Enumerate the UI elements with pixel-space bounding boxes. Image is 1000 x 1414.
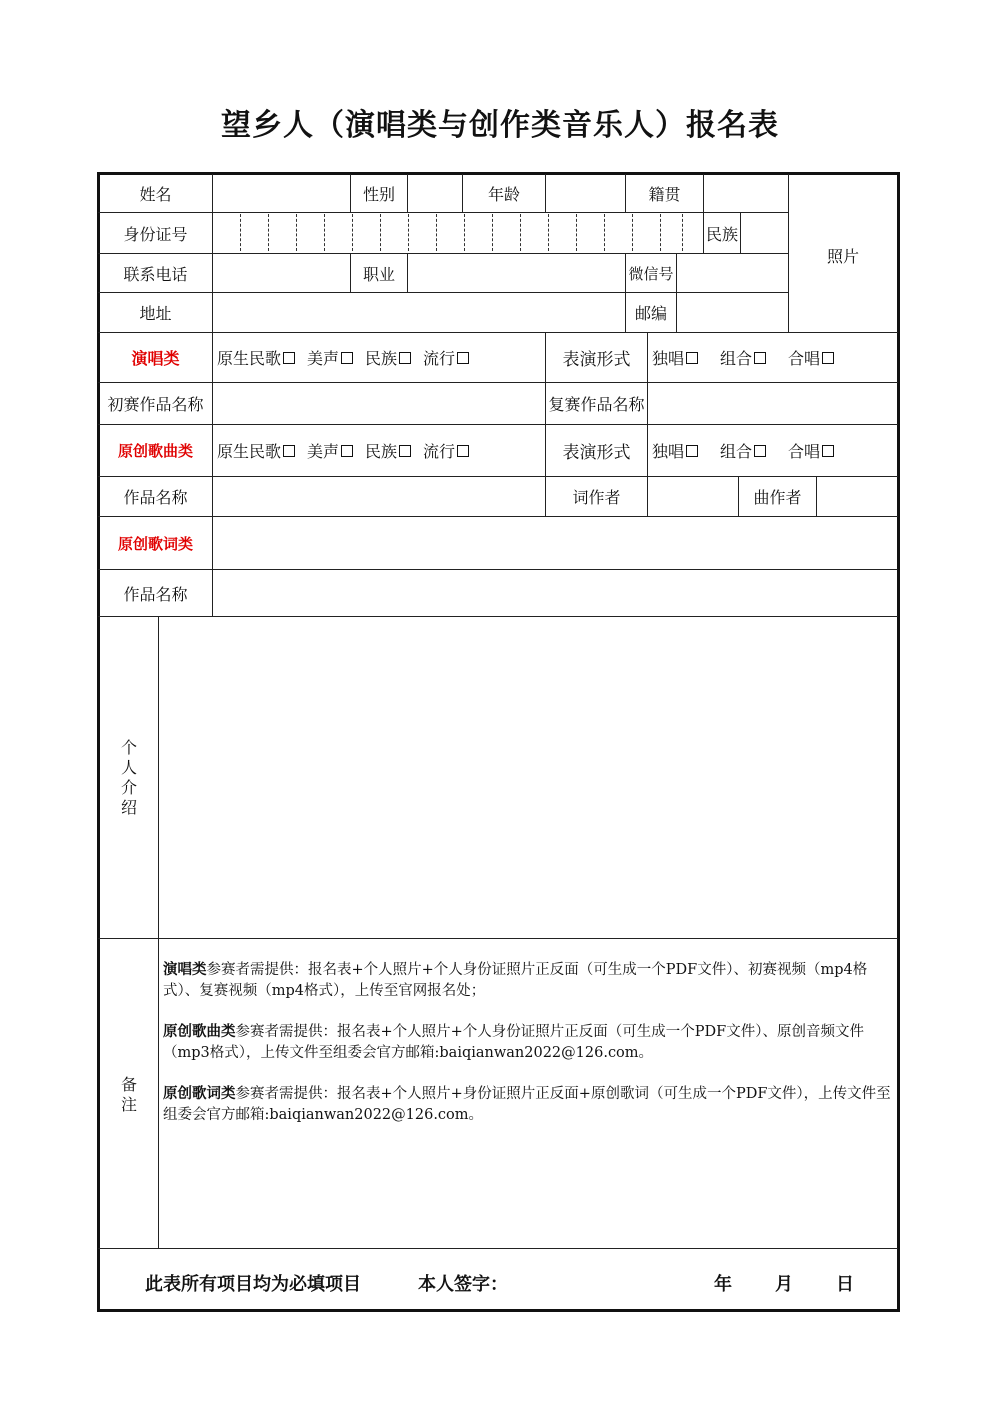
id-number-input[interactable]	[213, 213, 703, 253]
remark-item	[163, 960, 893, 1002]
option-label: 民族	[365, 442, 398, 461]
lyricist-input[interactable]	[648, 477, 738, 516]
age-input[interactable]	[546, 174, 625, 212]
remark-text: 参赛者需提供：报名表+个人照片+个人身份证照片正反面（可生成一个PDF文件）、初赛视频（mp4格式）、复赛视频（mp4格式），上传至官网报名处；	[163, 962, 868, 999]
month-label: 月	[775, 1274, 793, 1295]
song-form-chorus-option[interactable]	[788, 439, 834, 462]
gender-label: 性别	[362, 184, 395, 204]
checkbox[interactable]	[457, 352, 469, 364]
wechat-input[interactable]	[677, 254, 788, 292]
wechat-label: 微信号	[628, 264, 674, 283]
checkbox[interactable]	[283, 352, 295, 364]
song-style-pop-option[interactable]	[423, 439, 469, 462]
option-label: 合唱	[788, 349, 821, 368]
option-label: 流行	[423, 349, 456, 368]
gender-input[interactable]	[408, 174, 462, 212]
checkbox[interactable]	[399, 445, 411, 457]
remark-item	[163, 1022, 893, 1064]
lyricist-label: 词作者	[572, 488, 621, 507]
personal-intro-label	[119, 738, 139, 818]
singing-form-solo-option[interactable]	[652, 346, 698, 369]
grid-line	[158, 616, 159, 1248]
vertical-label-text: 个人介绍	[120, 738, 137, 817]
native-place-label: 籍贯	[648, 184, 681, 204]
lyric-work-name-input[interactable]	[213, 570, 897, 616]
checkbox[interactable]	[754, 445, 766, 457]
checkbox[interactable]	[399, 352, 411, 364]
singing-performance-form-label: 表演形式	[562, 350, 631, 370]
option-label: 美声	[307, 442, 340, 461]
option-label: 原生民歌	[217, 349, 282, 368]
day-label: 日	[836, 1274, 854, 1295]
singing-style-pop-option[interactable]	[423, 346, 469, 369]
song-work-name-input[interactable]	[213, 477, 545, 516]
option-label: 流行	[423, 442, 456, 461]
checkbox[interactable]	[686, 445, 698, 457]
occupation-label: 职业	[362, 264, 395, 284]
option-label: 独唱	[652, 349, 685, 368]
address-input[interactable]	[213, 293, 625, 332]
remark-category: 原创歌词类	[163, 1086, 236, 1102]
option-label: 独唱	[652, 442, 685, 461]
ethnicity-label: 民族	[705, 224, 738, 244]
postcode-input[interactable]	[677, 293, 788, 332]
singing-style-bel-canto-option[interactable]	[307, 346, 353, 369]
song-style-folk-option[interactable]	[217, 439, 295, 462]
rematch-work-label: 复赛作品名称	[548, 395, 645, 414]
checkbox[interactable]	[754, 352, 766, 364]
remark-category: 演唱类	[163, 962, 207, 978]
signature-label: 本人签字：	[418, 1274, 508, 1295]
id-number-label: 身份证号	[123, 224, 188, 244]
required-notice: 此表所有项目均为必填项目	[145, 1274, 361, 1295]
singing-category-label: 演唱类	[131, 349, 180, 368]
option-label: 组合	[720, 349, 753, 368]
option-label: 合唱	[788, 442, 821, 461]
remark-text: 参赛者需提供：报名表+个人照片+个人身份证照片正反面（可生成一个PDF文件）、原创音频文件（mp3格式），上传文件至组委会官方邮箱:baiqianwan2022@126.com。	[163, 1024, 864, 1061]
checkbox[interactable]	[822, 352, 834, 364]
lyric-work-name-label: 作品名称	[123, 584, 188, 604]
checkbox[interactable]	[686, 352, 698, 364]
song-work-name-label: 作品名称	[123, 488, 188, 507]
singing-form-group-option[interactable]	[720, 346, 766, 369]
remarks-notes	[163, 960, 893, 1146]
option-label: 美声	[307, 349, 340, 368]
personal-intro-textarea[interactable]	[160, 618, 897, 937]
checkbox[interactable]	[457, 445, 469, 457]
song-performance-form-label: 表演形式	[562, 443, 631, 463]
preliminary-work-input[interactable]	[213, 383, 545, 424]
singing-style-folk-option[interactable]	[217, 346, 295, 369]
option-label: 民族	[365, 349, 398, 368]
phone-label: 联系电话	[123, 264, 188, 284]
original-song-category-label: 原创歌曲类	[117, 442, 193, 460]
year-label: 年	[714, 1274, 732, 1295]
address-label: 地址	[139, 304, 172, 323]
photo-placeholder[interactable]: 照片	[826, 247, 859, 266]
composer-label: 曲作者	[753, 488, 802, 507]
native-place-input[interactable]	[704, 174, 788, 212]
preliminary-work-label: 初赛作品名称	[107, 395, 204, 414]
form-title: 望乡人（演唱类与创作类音乐人）报名表	[221, 108, 779, 143]
vertical-label-text: 备注	[120, 1075, 137, 1114]
checkbox[interactable]	[341, 445, 353, 457]
option-label: 原生民歌	[217, 442, 282, 461]
postcode-label: 邮编	[634, 304, 667, 323]
song-performance-options	[652, 425, 834, 476]
song-style-bel-canto-option[interactable]	[307, 439, 353, 462]
remarks-label	[119, 1075, 139, 1115]
grid-line	[98, 616, 898, 617]
grid-line	[98, 938, 898, 939]
song-form-solo-option[interactable]	[652, 439, 698, 462]
option-label: 组合	[720, 442, 753, 461]
singing-form-chorus-option[interactable]	[788, 346, 834, 369]
name-label: 姓名	[139, 184, 172, 204]
original-lyrics-category-label: 原创歌词类	[117, 534, 193, 553]
checkbox[interactable]	[283, 445, 295, 457]
composer-input[interactable]	[817, 477, 897, 516]
song-form-group-option[interactable]	[720, 439, 766, 462]
checkbox[interactable]	[341, 352, 353, 364]
singing-style-options	[217, 333, 469, 382]
age-label: 年龄	[487, 184, 520, 204]
song-style-ethnic-option[interactable]	[365, 439, 411, 462]
name-input[interactable]	[213, 174, 350, 212]
original-song-style-options	[217, 425, 469, 476]
occupation-input[interactable]	[408, 254, 625, 292]
grid-line	[98, 1248, 898, 1249]
original-lyrics-input[interactable]	[213, 517, 897, 569]
phone-input[interactable]	[213, 254, 350, 292]
singing-style-ethnic-option[interactable]	[365, 346, 411, 369]
signature-field[interactable]	[520, 1270, 690, 1294]
singing-performance-options	[652, 333, 834, 382]
ethnicity-input[interactable]	[741, 213, 788, 253]
remark-item	[163, 1084, 893, 1126]
remark-category: 原创歌曲类	[163, 1024, 236, 1040]
checkbox[interactable]	[822, 445, 834, 457]
remark-text: 参赛者需提供：报名表+个人照片+身份证照片正反面+原创歌词（可生成一个PDF文件），上传文件至组委会官方邮箱:baiqianwan2022@126.com。	[163, 1086, 891, 1123]
rematch-work-input[interactable]	[648, 383, 897, 424]
